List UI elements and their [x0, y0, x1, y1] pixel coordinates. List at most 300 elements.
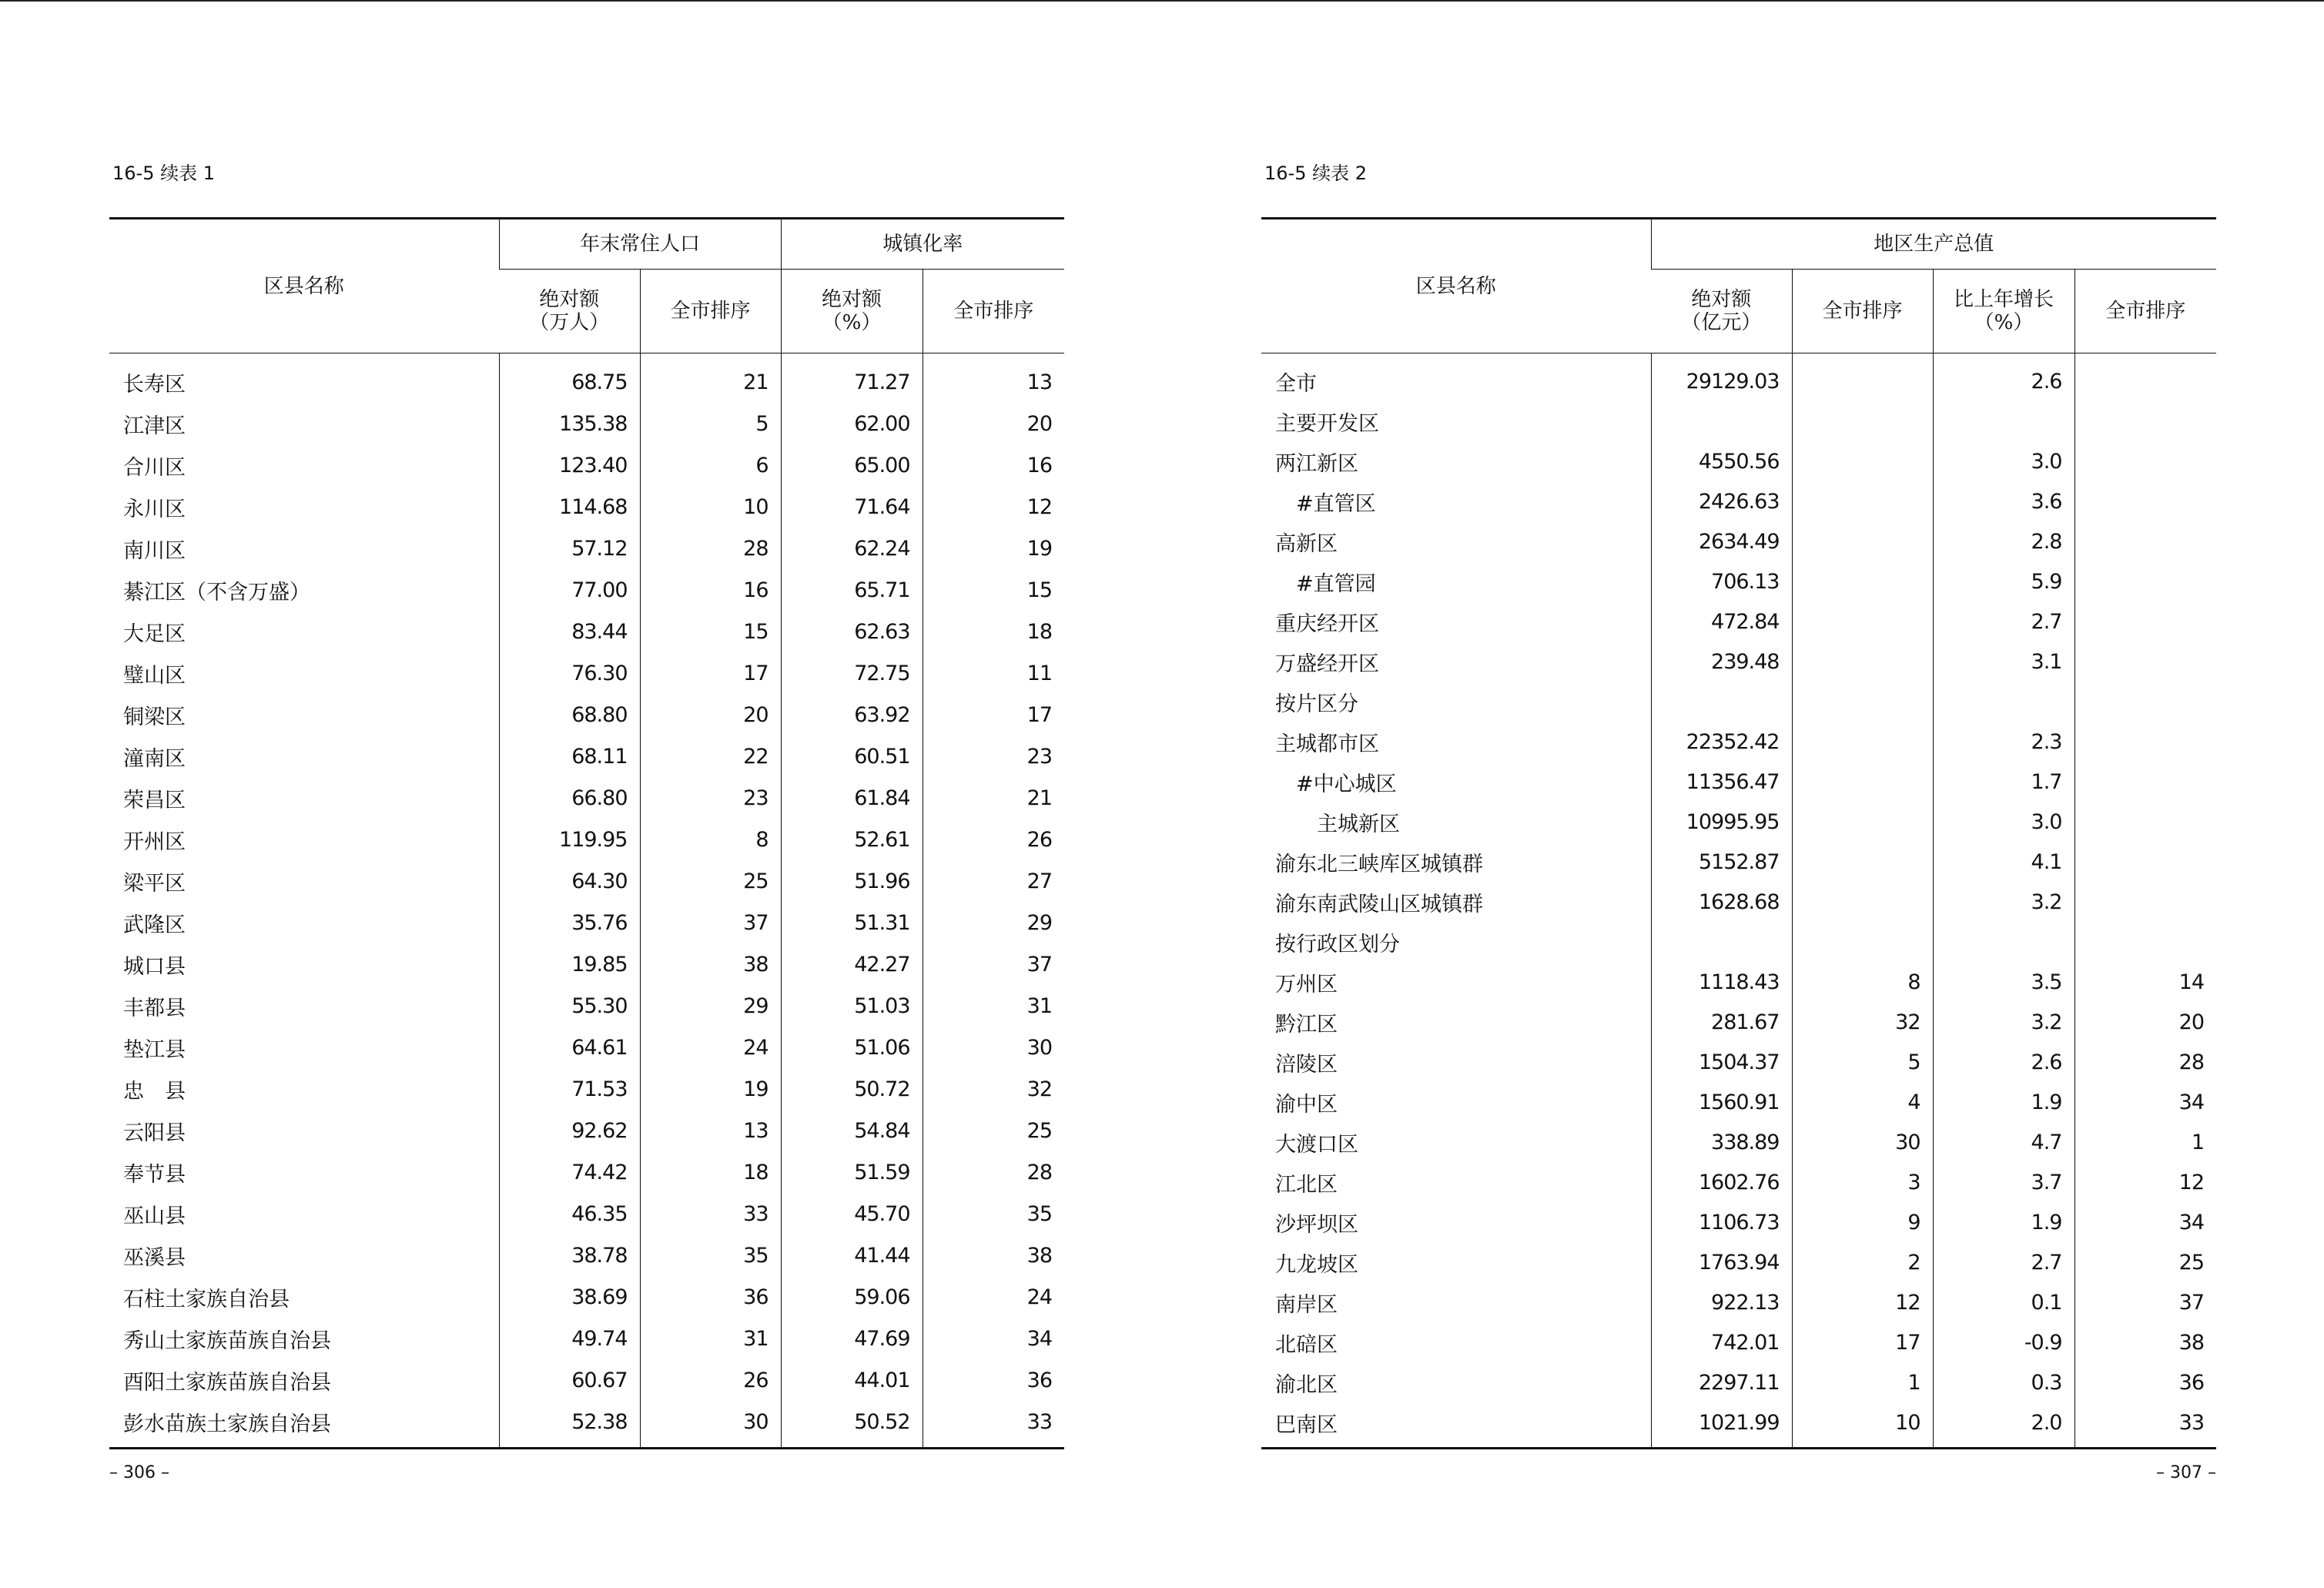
table-cell [1792, 353, 1933, 402]
table-cell: 38 [640, 943, 781, 985]
table-cell: 28 [640, 528, 781, 569]
table-cell: 42.27 [781, 943, 923, 985]
row-label: 北碚区 [1275, 1332, 1338, 1357]
table-cell: 6 [640, 444, 781, 486]
right-page-number: – 307 – [2156, 1463, 2216, 1482]
table-cell: 35 [640, 1235, 781, 1276]
table-cell: 1602.76 [1651, 1162, 1792, 1202]
table-cell: 37 [923, 943, 1064, 985]
table-cell: 4.1 [1933, 842, 2075, 882]
table-cell: 44.01 [781, 1359, 923, 1401]
header-urbanization: 城镇化率 [781, 219, 1064, 270]
table-cell: 41.44 [781, 1235, 923, 1276]
table-cell: 60.67 [499, 1359, 640, 1401]
row-label: 潼南区 [123, 746, 186, 771]
row-label: 荣昌区 [123, 788, 186, 812]
row-label: 重庆经开区 [1275, 611, 1379, 636]
table-row [1261, 521, 2216, 561]
header-pop-absolute: 绝对额 （万人） [499, 270, 640, 353]
table-cell: 51.96 [781, 860, 923, 902]
table-cell: -0.9 [1933, 1322, 2075, 1362]
table-cell: 1763.94 [1651, 1242, 1792, 1282]
table-cell: 10 [640, 486, 781, 528]
row-label: 江北区 [1275, 1172, 1338, 1197]
table-cell: 23 [923, 735, 1064, 777]
table-row [109, 569, 1064, 611]
header-pop-rank: 全市排序 [640, 270, 781, 353]
table-row [1261, 1002, 2216, 1042]
table-cell: 51.31 [781, 902, 923, 943]
table-cell: 23 [640, 777, 781, 819]
table-cell: 34 [2075, 1082, 2216, 1122]
table-row [1261, 1042, 2216, 1082]
left-table-title: 16-5 续表 1 [112, 162, 215, 184]
table-cell: 3.5 [1933, 962, 2075, 1002]
row-label: 江津区 [123, 414, 186, 438]
table-row [1261, 1082, 2216, 1122]
table-cell: 25 [2075, 1242, 2216, 1282]
row-label: 彭水苗族土家族自治县 [123, 1412, 331, 1436]
table-cell: 2426.63 [1651, 481, 1792, 521]
row-label: 合川区 [123, 455, 186, 480]
table-cell: 5 [1792, 1042, 1933, 1082]
row-label: 巫溪县 [123, 1245, 186, 1270]
table-cell: 50.52 [781, 1401, 923, 1449]
table-cell: 36 [2075, 1362, 2216, 1402]
table-cell: 35.76 [499, 902, 640, 943]
table-row [109, 486, 1064, 528]
table-cell: 17 [1792, 1322, 1933, 1362]
table-cell: 19.85 [499, 943, 640, 985]
table-row [109, 1359, 1064, 1401]
table-cell [1792, 682, 1933, 722]
table-cell [2075, 842, 2216, 882]
header-gdp-growth: 比上年增长 （%） [1933, 270, 2075, 353]
table-cell: 52.38 [499, 1401, 640, 1449]
table-cell: 12 [2075, 1162, 2216, 1202]
row-label: 云阳县 [123, 1121, 186, 1145]
table-cell: 742.01 [1651, 1322, 1792, 1362]
table-cell [1792, 842, 1933, 882]
table-cell: 34 [923, 1318, 1064, 1359]
table-cell: 16 [923, 444, 1064, 486]
row-label: 城口县 [123, 954, 186, 979]
row-label: #直管园 [1275, 571, 1376, 596]
table-cell: 338.89 [1651, 1122, 1792, 1162]
table-row [1261, 353, 2216, 402]
gdp-table [1261, 217, 2216, 1449]
table-cell: 5152.87 [1651, 842, 1792, 882]
table-cell: 3.7 [1933, 1162, 2075, 1202]
table-row [109, 528, 1064, 569]
table-cell: 28 [923, 1151, 1064, 1193]
table-cell [1792, 561, 1933, 601]
table-cell: 31 [923, 985, 1064, 1027]
table-cell: 12 [1792, 1282, 1933, 1322]
header-growth-rank: 全市排序 [2075, 270, 2216, 353]
table-row [109, 403, 1064, 444]
table-cell [2075, 561, 2216, 601]
row-label: 万州区 [1275, 972, 1338, 997]
table-cell: 22352.42 [1651, 722, 1792, 762]
table-row [1261, 1322, 2216, 1362]
table-cell: 46.35 [499, 1193, 640, 1235]
row-label: 九龙坡区 [1275, 1252, 1358, 1277]
table-cell: 281.67 [1651, 1002, 1792, 1042]
table-cell: 119.95 [499, 819, 640, 860]
table-cell: 2297.11 [1651, 1362, 1792, 1402]
table-cell: 71.27 [781, 353, 923, 404]
row-label: 巴南区 [1275, 1412, 1338, 1437]
table-cell: 38.78 [499, 1235, 640, 1276]
table-cell [2075, 802, 2216, 842]
table-cell [2075, 642, 2216, 682]
row-label: 永川区 [123, 497, 186, 521]
header-urban-rank: 全市排序 [923, 270, 1064, 353]
table-cell: 51.03 [781, 985, 923, 1027]
table-row [1261, 1362, 2216, 1402]
table-cell: 10995.95 [1651, 802, 1792, 842]
table-cell: 54.84 [781, 1110, 923, 1151]
table-cell [2075, 722, 2216, 762]
table-cell: 114.68 [499, 486, 640, 528]
table-row [109, 943, 1064, 985]
table-cell: 239.48 [1651, 642, 1792, 682]
table-row [1261, 1282, 2216, 1322]
table-cell [1792, 521, 1933, 561]
table-row [109, 652, 1064, 694]
table-cell: 922.13 [1651, 1282, 1792, 1322]
table-cell: 62.63 [781, 611, 923, 652]
row-label: 渝东南武陵山区城镇群 [1275, 892, 1483, 916]
table-cell: 5.9 [1933, 561, 2075, 601]
table-cell: 64.30 [499, 860, 640, 902]
table-cell [1792, 601, 1933, 642]
table-row [1261, 601, 2216, 642]
table-cell: 32 [923, 1068, 1064, 1110]
row-label: 渝东北三峡库区城镇群 [1275, 852, 1483, 876]
table-cell: 38 [923, 1235, 1064, 1276]
table-cell [1792, 401, 1933, 441]
table-cell: 1106.73 [1651, 1202, 1792, 1242]
table-row [1261, 1122, 2216, 1162]
table-row [109, 860, 1064, 902]
table-cell: 27 [923, 860, 1064, 902]
table-cell: 37 [640, 902, 781, 943]
table-row [109, 777, 1064, 819]
table-row [109, 1401, 1064, 1449]
table-row [109, 1027, 1064, 1068]
table-cell: 3.0 [1933, 441, 2075, 481]
table-cell: 1560.91 [1651, 1082, 1792, 1122]
table-cell: 4.7 [1933, 1122, 2075, 1162]
table-cell: 20 [2075, 1002, 2216, 1042]
header-district-name: 区县名称 [1261, 219, 1651, 353]
header-gdp-rank: 全市排序 [1792, 270, 1933, 353]
table-cell: 36 [923, 1359, 1064, 1401]
table-row [1261, 842, 2216, 882]
header-district-name: 区县名称 [109, 219, 499, 353]
table-cell [1792, 802, 1933, 842]
table-row [1261, 1162, 2216, 1202]
table-cell: 74.42 [499, 1151, 640, 1193]
table-cell: 1021.99 [1651, 1402, 1792, 1449]
table-cell: 2.3 [1933, 722, 2075, 762]
table-cell: 35 [923, 1193, 1064, 1235]
row-label: 两江新区 [1275, 451, 1358, 476]
table-cell: 45.70 [781, 1193, 923, 1235]
table-cell: 92.62 [499, 1110, 640, 1151]
row-label: 全市 [1275, 371, 1317, 396]
row-label: 丰都县 [123, 996, 186, 1020]
table-row [109, 1110, 1064, 1151]
table-cell: 20 [923, 403, 1064, 444]
table-cell: 25 [640, 860, 781, 902]
table-cell: 1 [1792, 1362, 1933, 1402]
table-cell: 12 [923, 486, 1064, 528]
header-gdp-absolute: 绝对额 （亿元） [1651, 270, 1792, 353]
row-label: 高新区 [1275, 531, 1338, 556]
table-cell: 47.69 [781, 1318, 923, 1359]
table-cell: 135.38 [499, 403, 640, 444]
table-row [1261, 642, 2216, 682]
table-cell: 16 [640, 569, 781, 611]
left-table-body [109, 353, 1064, 1449]
row-label: 石柱土家族自治县 [123, 1287, 290, 1312]
table-cell: 28 [2075, 1042, 2216, 1082]
table-cell [2075, 882, 2216, 922]
table-cell: 5 [640, 403, 781, 444]
table-row [1261, 882, 2216, 922]
table-cell: 24 [640, 1027, 781, 1068]
table-cell: 3.1 [1933, 642, 2075, 682]
table-cell: 26 [640, 1359, 781, 1401]
table-cell [1792, 762, 1933, 802]
table-cell: 50.72 [781, 1068, 923, 1110]
table-cell: 19 [640, 1068, 781, 1110]
table-cell: 30 [923, 1027, 1064, 1068]
table-row [1261, 1242, 2216, 1282]
table-cell: 3.2 [1933, 882, 2075, 922]
table-row [109, 444, 1064, 486]
table-cell: 57.12 [499, 528, 640, 569]
table-cell [2075, 353, 2216, 402]
table-row [109, 1235, 1064, 1276]
table-cell: 3.6 [1933, 481, 2075, 521]
row-label: #直管区 [1275, 491, 1376, 516]
table-cell [2075, 922, 2216, 962]
table-cell [2075, 682, 2216, 722]
table-cell: 3 [1792, 1162, 1933, 1202]
table-cell: 21 [923, 777, 1064, 819]
row-label: #中心城区 [1275, 772, 1397, 796]
table-row [1261, 441, 2216, 481]
table-cell: 0.3 [1933, 1362, 2075, 1402]
row-label: 南岸区 [1275, 1292, 1338, 1317]
table-row [109, 1318, 1064, 1359]
table-cell: 22 [640, 735, 781, 777]
table-cell: 1.9 [1933, 1082, 2075, 1122]
table-row [109, 1193, 1064, 1235]
table-cell: 17 [923, 694, 1064, 735]
table-row [1261, 682, 2216, 722]
table-cell: 706.13 [1651, 561, 1792, 601]
table-cell: 1.7 [1933, 762, 2075, 802]
table-cell: 17 [640, 652, 781, 694]
table-row [1261, 481, 2216, 521]
table-cell: 30 [640, 1401, 781, 1449]
table-cell: 76.30 [499, 652, 640, 694]
table-cell: 472.84 [1651, 601, 1792, 642]
row-label: 按行政区划分 [1275, 932, 1400, 956]
table-cell: 62.24 [781, 528, 923, 569]
table-row [1261, 401, 2216, 441]
header-population: 年末常住人口 [499, 219, 781, 270]
table-cell: 9 [1792, 1202, 1933, 1242]
table-cell: 2.7 [1933, 1242, 2075, 1282]
table-cell: 2.8 [1933, 521, 2075, 561]
row-label: 涪陵区 [1275, 1052, 1338, 1077]
table-cell: 38.69 [499, 1276, 640, 1318]
table-cell: 29 [923, 902, 1064, 943]
table-row [1261, 802, 2216, 842]
table-cell: 65.71 [781, 569, 923, 611]
row-label: 沙坪坝区 [1275, 1212, 1358, 1237]
table-cell [1792, 722, 1933, 762]
table-cell: 20 [640, 694, 781, 735]
table-cell: 14 [2075, 962, 2216, 1002]
table-row [1261, 922, 2216, 962]
table-cell [2075, 601, 2216, 642]
table-cell: 3.2 [1933, 1002, 2075, 1042]
table-cell: 64.61 [499, 1027, 640, 1068]
row-label: 按片区分 [1275, 692, 1358, 716]
table-cell: 2.6 [1933, 1042, 2075, 1082]
table-row [109, 353, 1064, 404]
table-cell: 65.00 [781, 444, 923, 486]
table-cell: 29129.03 [1651, 353, 1792, 402]
row-label: 大渡口区 [1275, 1132, 1358, 1157]
table-cell [1792, 642, 1933, 682]
row-label: 酉阳土家族苗族自治县 [123, 1370, 331, 1395]
table-cell: 33 [2075, 1402, 2216, 1449]
table-cell: 33 [923, 1401, 1064, 1449]
table-row [109, 611, 1064, 652]
table-cell [1792, 922, 1933, 962]
table-cell: 11356.47 [1651, 762, 1792, 802]
table-cell: 3.0 [1933, 802, 2075, 842]
row-label: 垫江县 [123, 1037, 186, 1062]
row-label: 忠 县 [123, 1079, 186, 1104]
table-cell: 8 [1792, 962, 1933, 1002]
table-cell: 29 [640, 985, 781, 1027]
table-cell: 52.61 [781, 819, 923, 860]
table-cell: 1118.43 [1651, 962, 1792, 1002]
table-cell: 72.75 [781, 652, 923, 694]
table-cell: 4 [1792, 1082, 1933, 1122]
table-cell: 18 [640, 1151, 781, 1193]
table-cell: 34 [2075, 1202, 2216, 1242]
table-row [1261, 1202, 2216, 1242]
left-page-number: – 306 – [109, 1463, 169, 1482]
table-cell [1933, 682, 2075, 722]
row-label: 巫山县 [123, 1204, 186, 1228]
table-cell: 68.11 [499, 735, 640, 777]
table-cell [1792, 441, 1933, 481]
table-row [109, 1068, 1064, 1110]
table-cell: 33 [640, 1193, 781, 1235]
table-cell: 51.59 [781, 1151, 923, 1193]
top-border-line [0, 0, 2324, 2]
table-cell: 13 [923, 353, 1064, 404]
table-cell: 60.51 [781, 735, 923, 777]
right-table-title: 16-5 续表 2 [1264, 162, 1367, 184]
row-label: 綦江区（不含万盛） [123, 580, 310, 605]
table-cell [1651, 401, 1792, 441]
row-label: 秀山土家族苗族自治县 [123, 1328, 331, 1353]
table-row [109, 1151, 1064, 1193]
row-label: 黔江区 [1275, 1012, 1338, 1037]
table-cell: 71.64 [781, 486, 923, 528]
row-label: 璧山区 [123, 663, 186, 688]
table-cell: 59.06 [781, 1276, 923, 1318]
table-cell: 37 [2075, 1282, 2216, 1322]
table-row [1261, 762, 2216, 802]
table-cell: 66.80 [499, 777, 640, 819]
table-cell: 25 [923, 1110, 1064, 1151]
table-row [109, 1276, 1064, 1318]
table-row [1261, 722, 2216, 762]
table-cell: 77.00 [499, 569, 640, 611]
table-cell [1933, 922, 2075, 962]
table-cell: 38 [2075, 1322, 2216, 1362]
row-label: 开州区 [123, 829, 186, 854]
table-cell: 19 [923, 528, 1064, 569]
row-label: 主城都市区 [1275, 732, 1379, 756]
row-label: 主要开发区 [1275, 411, 1379, 436]
row-label: 武隆区 [123, 913, 186, 937]
table-cell: 2.6 [1933, 353, 2075, 402]
table-cell: 49.74 [499, 1318, 640, 1359]
table-row [1261, 962, 2216, 1002]
table-cell: 1504.37 [1651, 1042, 1792, 1082]
table-cell: 71.53 [499, 1068, 640, 1110]
table-cell: 15 [640, 611, 781, 652]
table-row [109, 902, 1064, 943]
table-cell: 26 [923, 819, 1064, 860]
row-label: 奉节县 [123, 1162, 186, 1187]
table-cell: 13 [640, 1110, 781, 1151]
row-label: 长寿区 [123, 372, 186, 397]
table-cell [2075, 521, 2216, 561]
table-cell: 32 [1792, 1002, 1933, 1042]
table-cell: 2634.49 [1651, 521, 1792, 561]
table-cell [2075, 481, 2216, 521]
table-cell: 61.84 [781, 777, 923, 819]
table-cell: 1628.68 [1651, 882, 1792, 922]
row-label: 梁平区 [123, 871, 186, 896]
table-cell [2075, 441, 2216, 481]
right-table-body [1261, 353, 2216, 1449]
table-cell: 11 [923, 652, 1064, 694]
table-cell: 24 [923, 1276, 1064, 1318]
table-cell: 2.7 [1933, 601, 2075, 642]
table-cell [1792, 481, 1933, 521]
table-cell: 21 [640, 353, 781, 404]
row-label: 渝北区 [1275, 1372, 1338, 1397]
table-cell [1651, 682, 1792, 722]
table-cell: 2.0 [1933, 1402, 2075, 1449]
